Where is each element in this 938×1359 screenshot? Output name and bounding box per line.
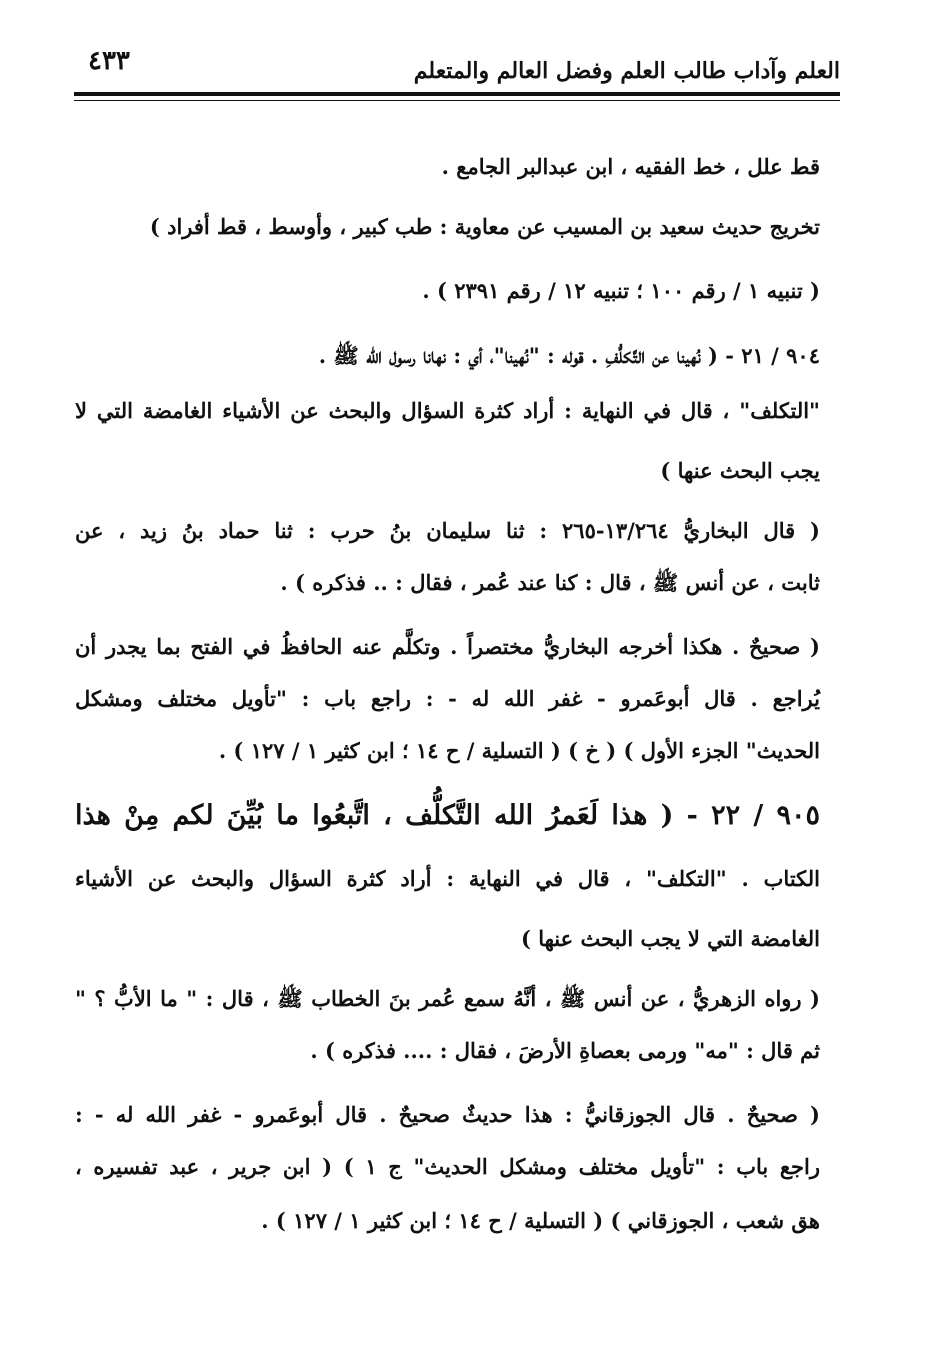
running-header <box>74 40 840 96</box>
header-rule-thin <box>74 100 840 101</box>
header-rule-thick <box>74 92 840 96</box>
text-line: ( قال البخاريُّ ١٣/٢٦٤-٢٦٥ : ثنا سليمان بنُ حرب : ثنا حماد بنُ زيد ، عن <box>75 518 820 543</box>
hadith-heading-905: ٩٠٥ / ٢٢ - ( هذا لَعَمرُ الله التَّكلُّف ، اتَّبعُوا ما بُيِّنَ لكم مِنْ هذا <box>75 800 820 831</box>
text-line: الكتاب . "التكلف" ، قال في النهاية : أراد كثرة السؤال والبحث عن الأشياء <box>75 866 820 891</box>
text-line: ( تنبيه ١ / رقم ١٠٠ ؛ تنبيه ١٢ / رقم ٢٣٩١ ) . <box>422 278 820 303</box>
text-line: الحديث" الجزء الأول ) ( خ ) ( التسلية / ح ١٤ ؛ ابن كثير ١ / ١٢٧ ) . <box>218 738 820 763</box>
text-line: يُراجع . قال أبوعَمرو - غفر الله له - : راجع باب : "تأويل مختلف ومشكل <box>75 686 820 711</box>
text-line: تخريج حديث سعيد بن المسيب عن معاوية : طب كبير ، وأوسط ، قط أفراد ) <box>149 214 820 239</box>
text-line: هق شعب ، الجوزقاني ) ( التسلية / ح ١٤ ؛ ابن كثير ١ / ١٢٧ ) . <box>261 1208 820 1233</box>
text-line: "التكلف" ، قال في النهاية : أراد كثرة السؤال والبحث عن الأشياء الغامضة التي لا <box>75 398 820 423</box>
hadith-heading-904: ٩٠٤ / ٢١ - ( نُهينا عن التَّكلُّفِ . قوله : "نُهينا"، أي : نهانا رسول الله ﷺ . <box>318 343 820 368</box>
page-number: ٤٣٣ <box>88 46 130 76</box>
text-line: ( صحيحٌ . هكذا أخرجه البخاريُّ مختصراً . وتكلَّم عنه الحافظُ في الفتح بما يجدر أن <box>75 634 820 659</box>
text-line: راجع باب : "تأويل مختلف ومشكل الحديث" ج ١ ) ( ابن جرير ، عبد تفسيره ، <box>75 1154 820 1179</box>
text-line: ثم قال : "مه" ورمى بعصاةِ الأرضَ ، فقال : .... فذكره ) . <box>310 1038 820 1063</box>
text-line: قط علل ، خط الفقيه ، ابن عبدالبر الجامع . <box>441 154 820 179</box>
text-line: ( صحيحٌ . قال الجوزقانيُّ : هذا حديثٌ صحيحٌ . قال أبوعَمرو - غفر الله له - : <box>75 1102 820 1127</box>
text-line: ( رواه الزهريُّ ، عن أنس ﷺ ، أنَّهُ سمع عُمر بنَ الخطاب ﷺ ، قال : " ما الأبُّ ؟ " <box>75 986 820 1011</box>
text-line: يجب البحث عنها ) <box>660 458 820 483</box>
book-title: العلم وآداب طالب العلم وفضل العالم والمتعلم <box>413 58 840 84</box>
text-line: ثابت ، عن أنس ﷺ ، قال : كنا عند عُمر ، فقال : .. فذكره ) . <box>280 570 820 595</box>
text-line: الغامضة التي لا يجب البحث عنها ) <box>520 926 820 951</box>
